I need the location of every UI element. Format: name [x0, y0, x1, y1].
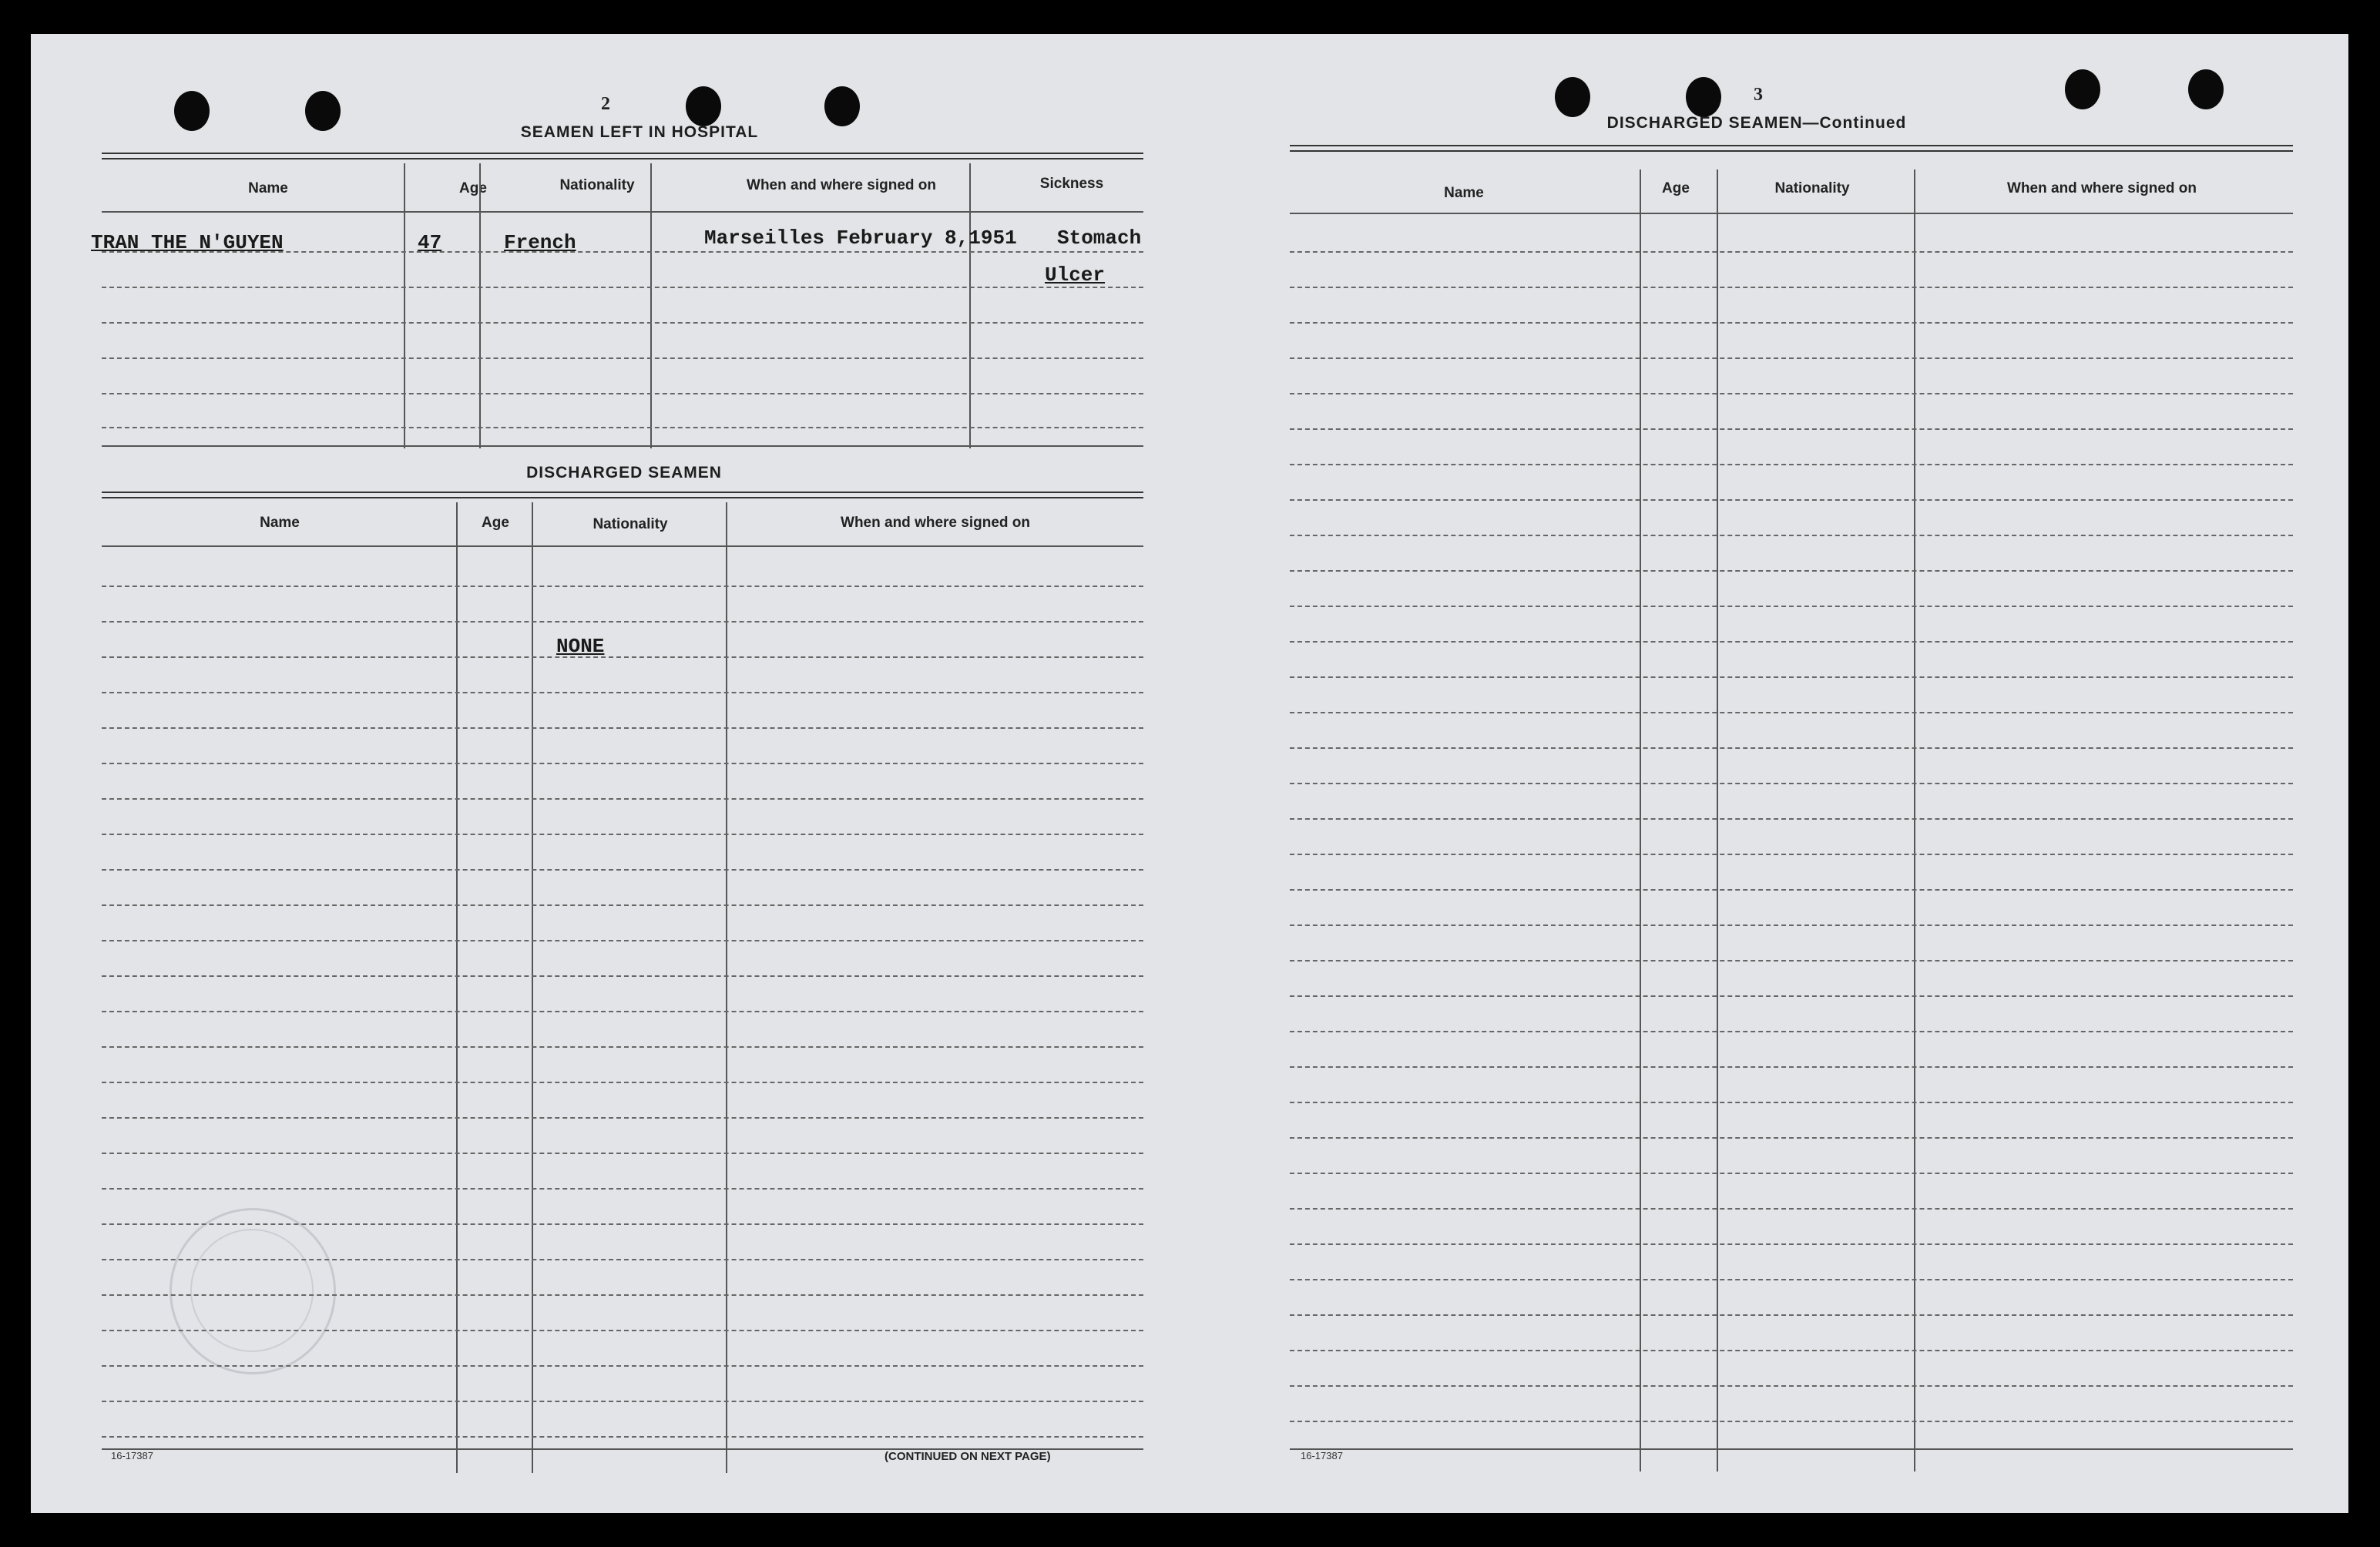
column-header-name: Name	[248, 180, 288, 196]
section-rule	[1290, 145, 2293, 152]
document-paper	[31, 34, 2348, 1513]
row-line	[1290, 1102, 2293, 1103]
row-line	[1290, 995, 2293, 997]
none-entry: NONE	[556, 635, 605, 658]
row-line	[102, 940, 1143, 941]
row-line	[102, 1188, 1143, 1190]
header-underline	[102, 545, 1143, 547]
continued-footer: (CONTINUED ON NEXT PAGE)	[885, 1450, 1051, 1463]
header-underline	[102, 211, 1143, 213]
row-line	[1290, 322, 2293, 324]
row-line	[102, 393, 1143, 394]
row-line	[1290, 251, 2293, 253]
column-header-nationality: Nationality	[592, 516, 668, 532]
row-line	[1290, 1031, 2293, 1032]
right-page	[1187, 34, 2348, 1513]
row-line	[1290, 925, 2293, 926]
faded-stamp	[170, 1208, 336, 1374]
column-header-name: Name	[260, 515, 300, 531]
row-line	[1290, 499, 2293, 501]
header-underline	[1290, 213, 2293, 214]
row-line	[1290, 783, 2293, 784]
row-line	[102, 322, 1143, 324]
row-line	[102, 1153, 1143, 1154]
column-divider	[532, 502, 533, 1473]
row-line	[1290, 464, 2293, 465]
row-line	[102, 287, 1143, 288]
column-header-age: Age	[459, 180, 487, 196]
column-header-nationality: Nationality	[1774, 180, 1850, 196]
row-line	[1290, 393, 2293, 394]
row-line	[1290, 1421, 2293, 1422]
column-header-sickness: Sickness	[1039, 176, 1104, 192]
row-line	[102, 445, 1143, 447]
column-divider	[404, 163, 405, 448]
column-header-signed-on: When and where signed on	[747, 177, 936, 193]
row-line	[1290, 287, 2293, 288]
column-divider	[1914, 169, 1915, 1471]
row-line	[102, 904, 1143, 906]
column-divider	[726, 502, 727, 1473]
row-line	[102, 727, 1143, 729]
seaman-sickness: Ulcer	[1045, 263, 1106, 287]
section-rule	[102, 153, 1143, 159]
row-line	[1290, 854, 2293, 855]
row-line	[102, 1436, 1143, 1438]
row-line	[1290, 1314, 2293, 1316]
row-line	[1290, 889, 2293, 891]
form-number: 16-17387	[111, 1450, 153, 1461]
column-divider	[969, 163, 971, 448]
form-number: 16-17387	[1301, 1450, 1343, 1461]
row-line	[1290, 641, 2293, 643]
row-line	[102, 586, 1143, 587]
section-title-discharged: DISCHARGED SEAMEN	[526, 464, 722, 482]
column-header-signed-on: When and where signed on	[841, 515, 1030, 531]
seaman-nationality: French	[504, 231, 576, 254]
row-line	[102, 656, 1143, 658]
left-page	[31, 34, 1187, 1513]
column-header-age: Age	[482, 515, 509, 531]
page-number: 3	[1754, 85, 1763, 105]
seaman-name: TRAN THE N'GUYEN	[91, 231, 284, 254]
column-divider	[650, 163, 652, 448]
row-line	[1290, 1243, 2293, 1245]
row-line	[102, 621, 1143, 622]
row-line	[1290, 676, 2293, 678]
row-line	[102, 1401, 1143, 1402]
row-line	[1290, 428, 2293, 430]
row-line	[1290, 712, 2293, 713]
column-divider	[456, 502, 458, 1473]
row-line	[1290, 1350, 2293, 1351]
section-title-discharged-continued: DISCHARGED SEAMEN—Continued	[1606, 114, 1907, 132]
row-line	[102, 763, 1143, 764]
column-divider	[1640, 169, 1641, 1471]
column-divider	[479, 163, 481, 448]
column-header-name: Name	[1444, 185, 1484, 201]
row-line	[102, 1011, 1143, 1012]
row-line	[102, 1046, 1143, 1048]
seaman-age: 47	[418, 231, 442, 254]
row-line	[1290, 1385, 2293, 1387]
row-line	[1290, 818, 2293, 820]
row-line	[1290, 606, 2293, 607]
row-line	[1290, 1066, 2293, 1068]
row-line	[1290, 1137, 2293, 1139]
row-line	[1290, 960, 2293, 961]
table-bottom-rule	[1290, 1448, 2293, 1450]
row-line	[102, 357, 1143, 359]
row-line	[102, 834, 1143, 835]
row-line	[102, 692, 1143, 693]
row-line	[1290, 1173, 2293, 1174]
page-number: 2	[601, 94, 610, 114]
column-header-signed-on: When and where signed on	[2007, 180, 2197, 196]
row-line	[1290, 357, 2293, 359]
section-rule	[102, 492, 1143, 498]
section-title-hospital: SEAMEN LEFT IN HOSPITAL	[520, 123, 759, 141]
row-line	[1290, 747, 2293, 749]
row-line	[1290, 1208, 2293, 1210]
row-line	[102, 1117, 1143, 1119]
row-line	[102, 1082, 1143, 1083]
column-header-age: Age	[1662, 180, 1690, 196]
seaman-signed-on: Marseilles February 8,1951	[704, 227, 1017, 250]
column-divider	[1717, 169, 1718, 1471]
row-line	[1290, 535, 2293, 536]
seaman-sickness: Stomach	[1057, 227, 1142, 250]
row-line	[102, 427, 1143, 428]
row-line	[102, 869, 1143, 871]
row-line	[102, 975, 1143, 977]
column-header-nationality: Nationality	[559, 177, 635, 193]
row-line	[1290, 570, 2293, 572]
row-line	[1290, 1279, 2293, 1280]
row-line	[102, 798, 1143, 800]
